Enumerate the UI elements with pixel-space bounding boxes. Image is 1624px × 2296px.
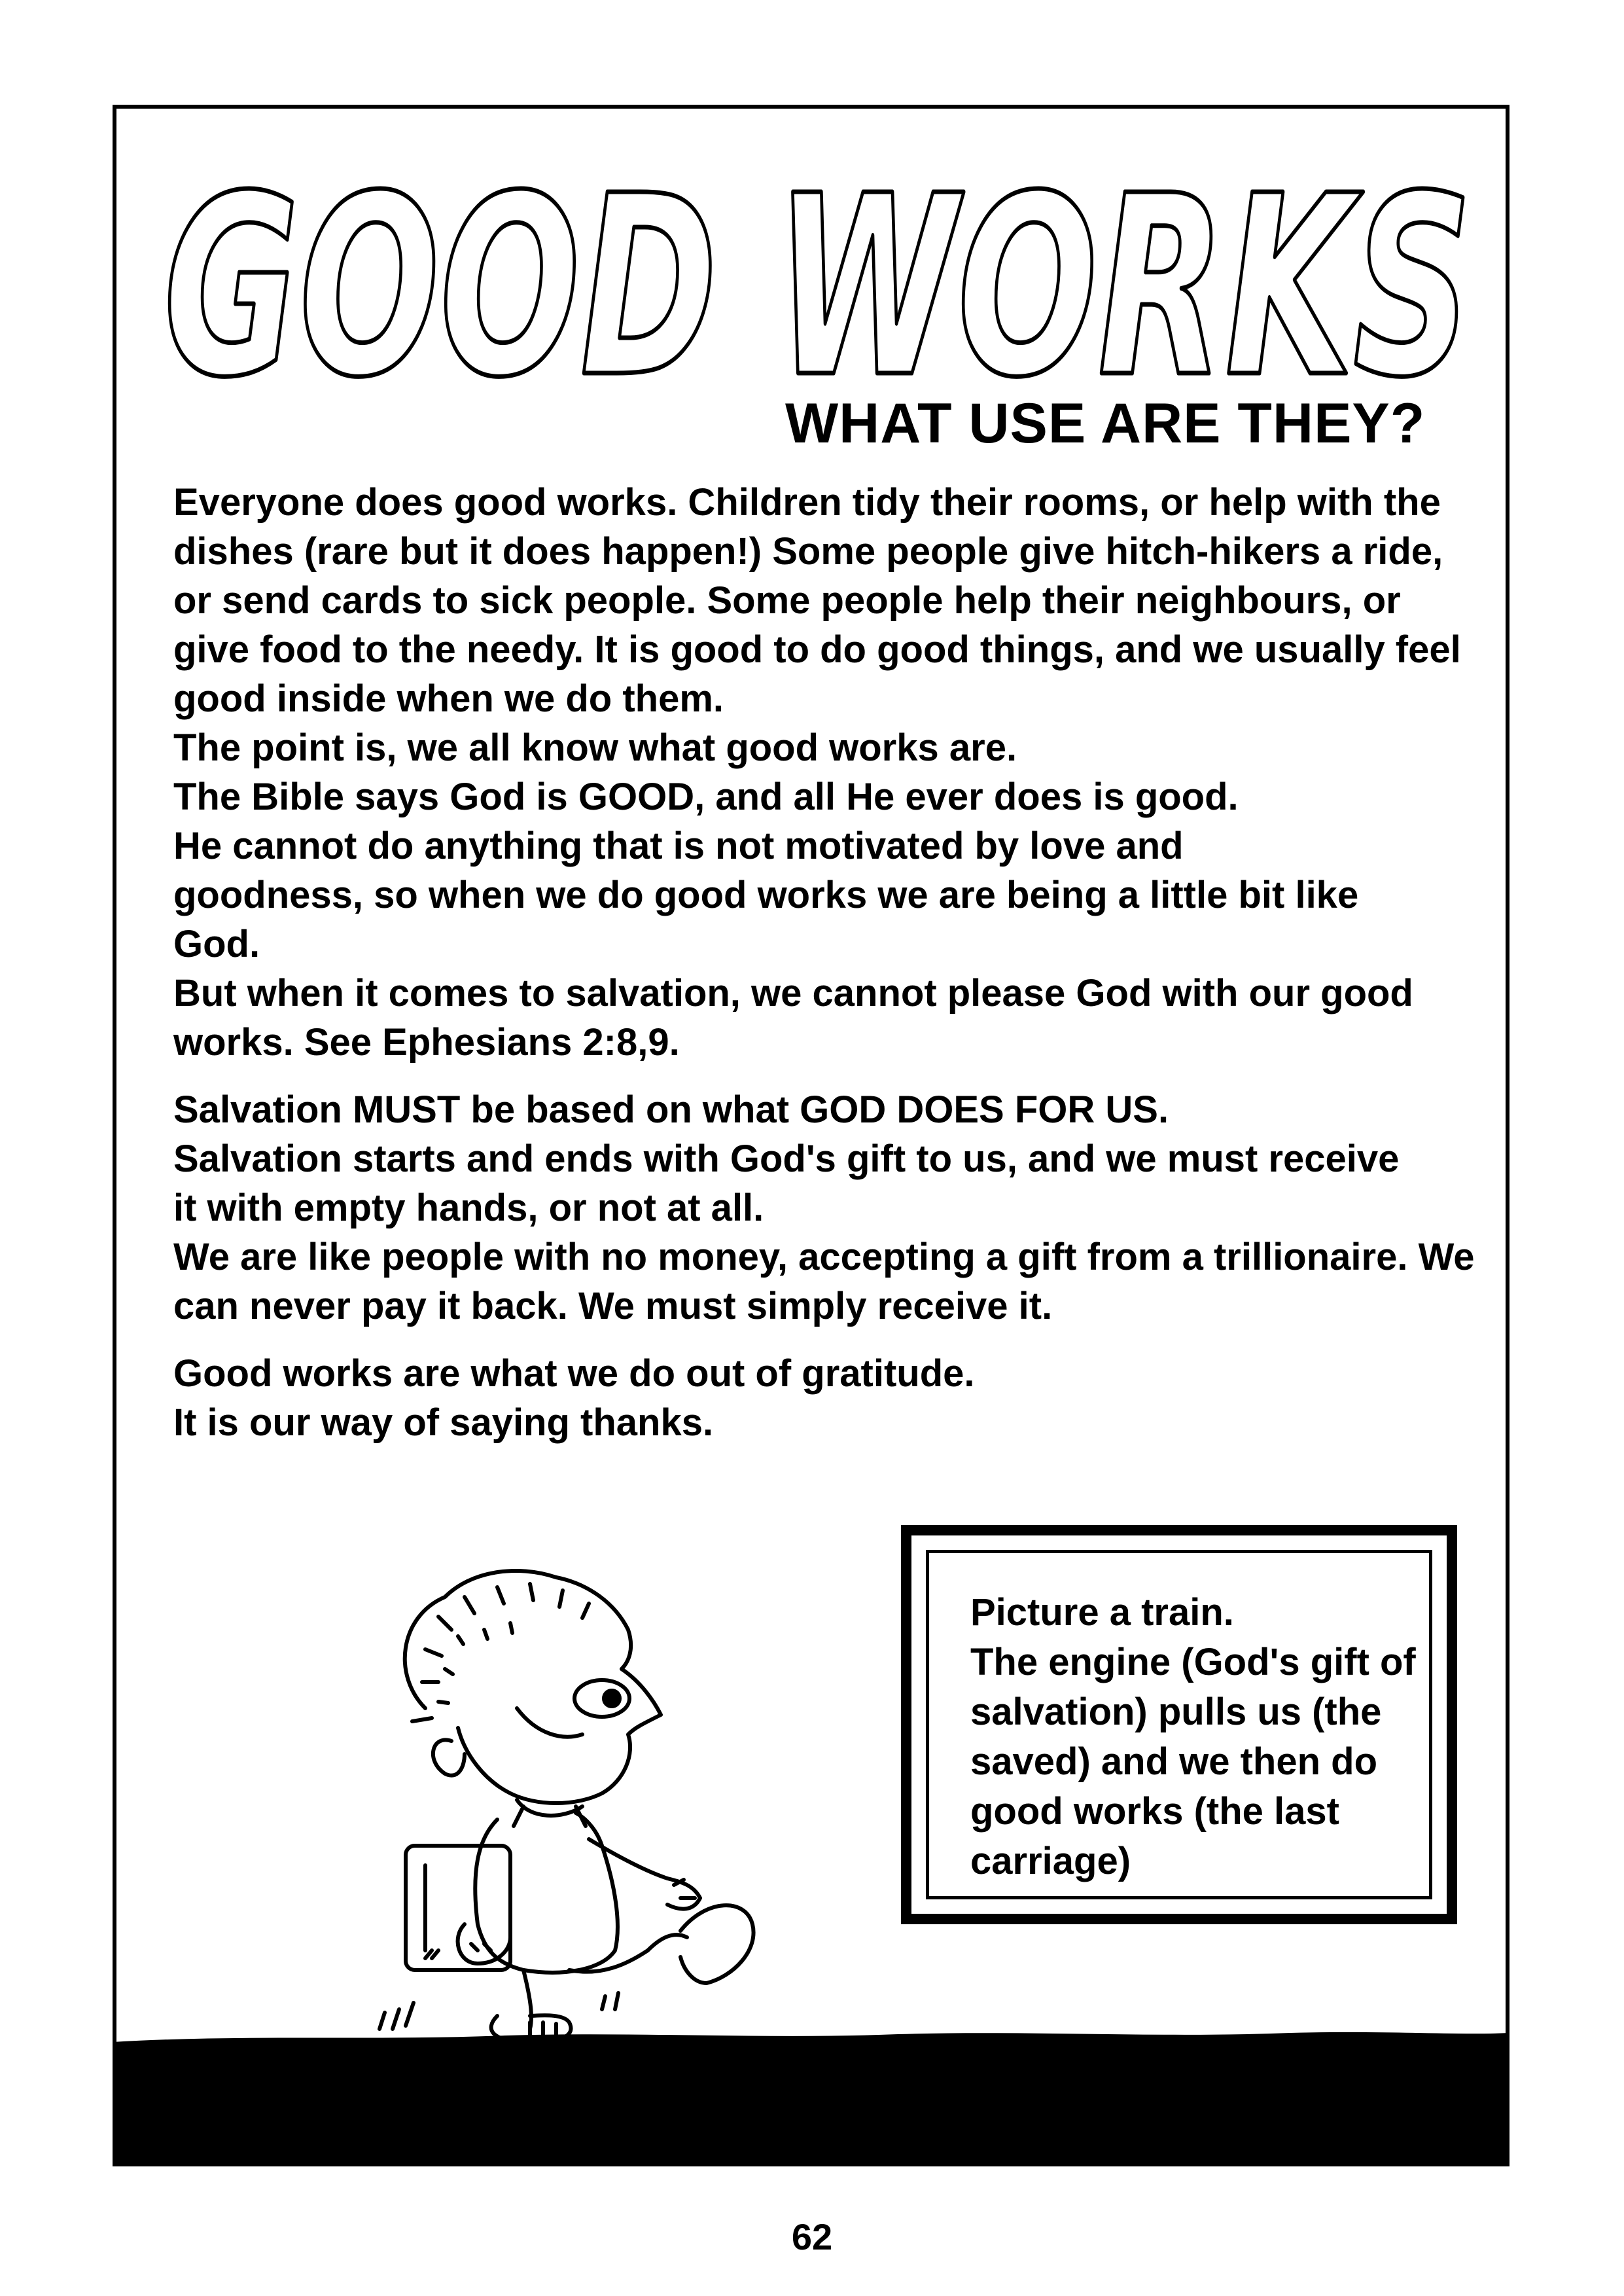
info-box (901, 1525, 1457, 1924)
info-box-text (970, 1588, 1428, 1886)
page-number: 62 (791, 2216, 833, 2257)
paragraph: He cannot do anything that is not motivated by love and goodness, so when we do good works we are being a little bit like God. (173, 825, 1359, 965)
paragraph: But when it comes to salvation, we cannot please God with our good works. See Ephesians 2:8,9. (173, 972, 1413, 1064)
paragraph: Good works are what we do out of gratitude. (173, 1352, 975, 1395)
page-title: GOOD WORKS (164, 142, 1472, 406)
boy-illustration (366, 1558, 838, 2042)
paragraph: Everyone does good works. Children tidy their rooms, or help with the dishes (rare but it does happen!) Some people give hitch-hikers a ride, or send cards to sick people. Some people help their neighbours, or give food to the needy. It is good to do good things, and we usually feel good inside when we do them. (173, 481, 1461, 720)
info-box-line: Picture a train. (970, 1591, 1234, 1634)
paragraph: It is our way of saying thanks. (173, 1401, 714, 1444)
paragraph: The point is, we all know what good works are. (173, 726, 1017, 769)
info-box-line: The engine (God's gift of salvation) pulls us (the saved) and we then do good works (the last carriage) (970, 1641, 1416, 1882)
paragraph: Salvation MUST be based on what GOD DOES FOR US. (173, 1088, 1169, 1131)
subtitle: WHAT USE ARE THEY? (785, 392, 1426, 455)
paragraph: Salvation starts and ends with God's gift to us, and we must receive it with empty hands, or not at all. (173, 1138, 1400, 1229)
paragraph: We are like people with no money, accepting a gift from a trillionaire. We can never pay it back. We must simply receive it. (173, 1236, 1475, 1327)
title-art (144, 131, 1492, 406)
body-text (173, 478, 1475, 1447)
paragraph: The Bible says God is GOOD, and all He ever does is good. (173, 776, 1239, 818)
ground-band (113, 2029, 1509, 2166)
